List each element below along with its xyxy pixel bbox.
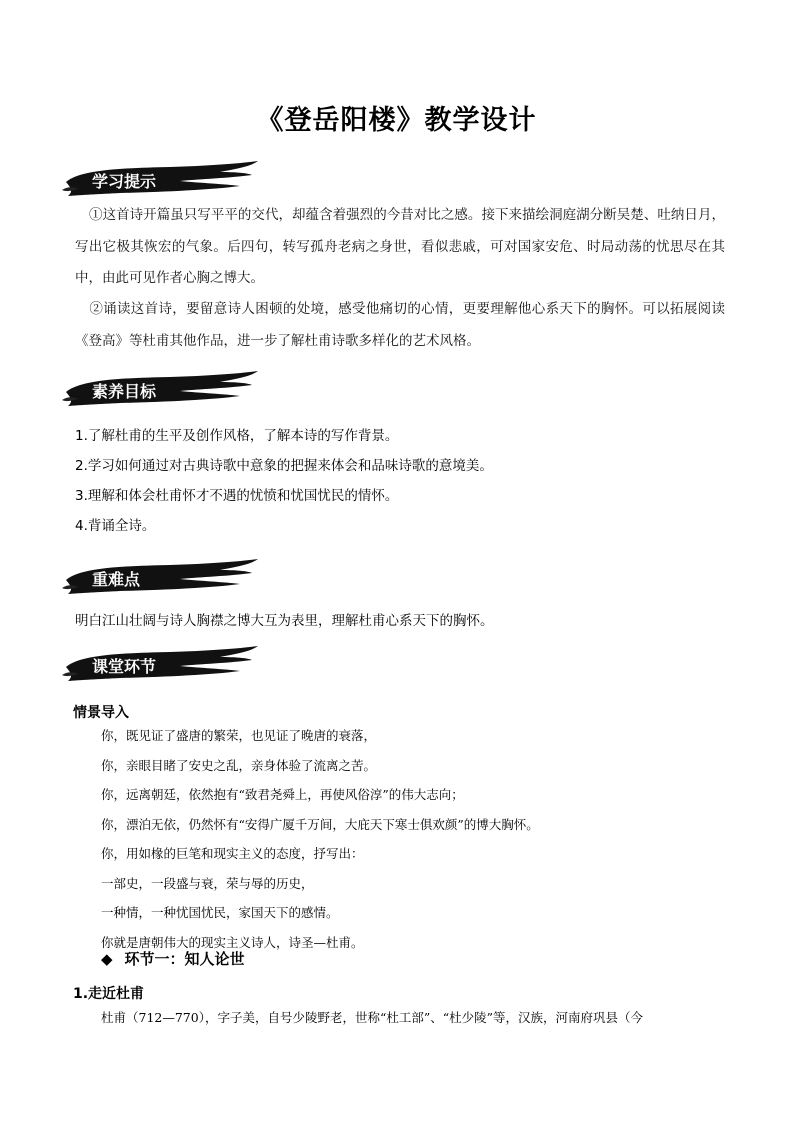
brush-stroke-decoration [60,160,260,198]
poem-line: 你，亲眼目睹了安史之乱，亲身体验了流离之苦。 [101,757,377,773]
sub1-text: 杜甫（712—770），字子美，自号少陵野老，世称“杜工部”、“杜少陵”等，汉族，河南府巩县（今 [101,1010,644,1025]
sub1-title: 1.走近杜甫 [73,986,145,1002]
poem-line: 你，漂泊无依，仍然怀有“安得广厦千万间，大庇天下寒士俱欢颜”的博大胸怀。 [101,816,539,832]
list-item: 4.背诵全诗。 [75,518,156,534]
poem-line: 你，既见证了盛唐的繁荣，也见证了晚唐的衰落， [101,728,377,743]
section-header-tips [60,160,260,198]
step1-heading: ◆ 环节一：知人论世 [101,950,245,968]
intro-poem [101,721,741,957]
section-header-label: 学习提示 [92,172,157,191]
brush-stroke-decoration [60,558,260,596]
section-header-label: 课堂环节 [92,657,157,676]
section-header-label: 素养目标 [92,382,157,401]
diamond-bullet-icon: ◆ [101,950,113,968]
poem-line: 你就是唐朝伟大的现实主义诗人，诗圣—杜甫。 [101,934,364,950]
list-item: 2.学习如何通过对古典诗歌中意象的把握来体会和品味诗歌的意境美。 [75,458,493,474]
tips-paragraph-2: ②诵读这首诗，要留意诗人困顿的处境，感受他痛切的心情，更要理解他心系天下的胸怀。可以拓展阅读《登高》等杜甫其他作品，进一步了解杜甫诗歌多样化的艺术风格。 [75,301,725,349]
brush-stroke-decoration [60,370,260,408]
intro-title: 情景导入 [73,705,129,721]
list-item: 3.理解和体会杜甫怀才不遇的忧愤和忧国忧民的情怀。 [75,488,399,504]
section-header-class [60,645,260,683]
section-header-goals [60,370,260,408]
section-header-key-points [60,558,260,596]
key-points-text: 明白江山壮阔与诗人胸襟之博大互为表里，理解杜甫心系天下的胸怀。 [75,613,494,629]
goals-list [75,421,725,541]
tips-paragraph-1: ①这首诗开篇虽只写平平的交代，却蕴含着强烈的今昔对比之感。接下来描绘洞庭湖分断吴楚、吐纳日月，写出它极其恢宏的气象。后四句，转写孤舟老病之身世，看似悲戚，可对国家安危、时局动荡的忧思尽在其中，由此可见作者心胸之博大。 [75,207,725,286]
list-item: 1.了解杜甫的生平及创作风格，了解本诗的写作背景。 [75,428,399,444]
poem-line: 一部史，一段盛与衰，荣与辱的历史， [101,875,314,891]
page-title: 《登岳阳楼》教学设计 [256,105,537,136]
poem-line: 你，远离朝廷，依然抱有“致君尧舜上，再使风俗淳”的伟大志向； [101,787,464,802]
section-header-label: 重难点 [92,570,141,589]
poem-line: 你，用如椽的巨笔和现实主义的态度，抒写出： [101,846,364,861]
brush-stroke-decoration [60,645,260,683]
poem-line: 一种情，一种忧国忧民，家国天下的感情。 [101,905,339,920]
